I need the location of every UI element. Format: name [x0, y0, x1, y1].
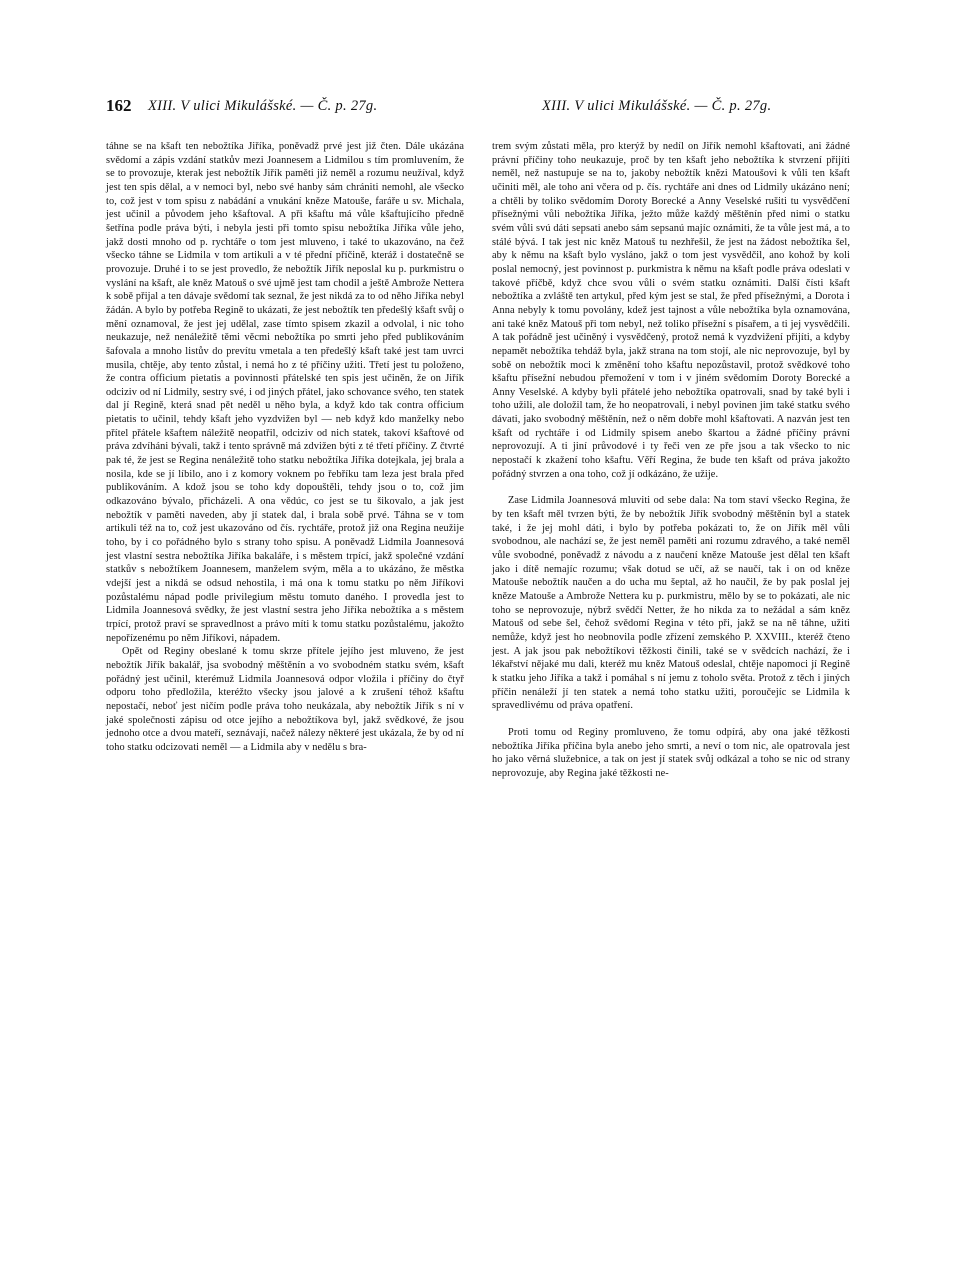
paragraph: Opět od Reginy obeslané k tomu skrze přítele jejího jest mluveno, že jest nebožtík Jiřík bakalář, jsa svobodný měštěnín a vo svobodném statku svém, kšaft pořádný jest učinil, kterémuž Lidmila Joannesová odpor vložila i příčiny do čtyř odporu toho předložila, kteréžto všecky jsou jalové a k zrušení téhož kšaftu nepostačí, neboť jest ničím podle práva toho neukázala, aby nebožtík Jiřík s ní v jaké společnosti zápisu od otce jejího a nebožtíkova byl, jakž svědkové, že jsou jednoho otce a dvou mateří, seznávají, načež nálezy některé jest ukázala, že by od ní toho statku odcizovati neměl — a Lidmila aby v nedělu s bra-: [106, 646, 464, 753]
right-column: [492, 140, 850, 781]
paragraph: trem svým zůstati měla, pro kterýž by nedíl on Jiřík nemohl kšaftovati, ani žádné právní příčiny toho neukazuje, proč by ten kšaft jeho nebožtíka k stvrzení přijíti neměl, než nastupuje se na to, jakoby nebožtík knězi Matoušovi k vůli ten kšaft učiniti měl, ale toho ani včera od p. čís. rychtáře ani dnes od Lidmily ukázáno není; a chtěli by toliko svědomím Doroty Borecké a Anny Veselské rušiti tu vysvědčení přísežnými vůli nebožtíka Jiříka, ježto může každý měštěnín před nimi o statku svém vůli svú dáti sepsati anebo sám sepsanú majíc oznámiti, že ta vůle jest má, a to stálé bývá. I tak jest nic kněz Matouš tu nezhřešil, že jest na žádost nebožtíka šel, aby k němu na kšaft bylo vysláno, jakž o tom jest vysvědčil, ano kohož by koli poslal nemocný, jest povinnost p. purkmistra k němu na kšaft podle práva odeslati v takové příčbě, když chce svou vůli o svém statku oznámiti. Další čísti kšaft nebožtíka a zvláště ten artykul, před kým jest se stal, že před přísežnými, a Dorota i Anna nebyly k tomu povolány, kdež jest tajnost a vůle nebožtíka byla oznamována, ani také kněz Matouš při tom nebyl, než toliko přísežní s písařem, a ti jej vysvědčili. A tak pořádně jest učiněný i vysvědčený, protož nemá k vyzdvižení přijíti, a kdyby nepamět nebožtíka tehdáž byla, jakž strana na tom stojí, ale nic neprovozuje, byl by sobě on nebožtík moci k změnění toho kšaftu nepozůstavil, protož svědkové toho kšaftu přísežní nebudou přemožení v tom i v jiném svědomím Doroty Borecké a Anny Veselské. A kdyby byli přátelé jeho nebožtíka opatrovali, snad by také byli i toho užili, ale doložil tam, že ho neopatrovali, i nebyl povinen jim také statku svého dávati, jako svobodný měštěnín, než o něm dobře mohl kšaftovati. A nazván jest ten kšaft od rychtáře i od Lidmily spisem anebo škartou a žádné příčiny právní neprovozují. A ti jiní průvodové i ty řeči ven ze pře jsou a tak všecko to nic nepostačí k zkažení toho kšaftu. Věří Regina, že bude ten kšaft od práva jakožto pořádný stvrzen a ona toho, což jí odkázáno, že užije.: [492, 141, 850, 480]
page-header: [0, 90, 960, 130]
paragraph: Zase Lidmila Joannesová mluviti od sebe dala: Na tom staví všecko Regina, že by ten kšaft měl tvrzen býti, že by nebožtík Jiřík svobodný měštěnín byl a statek také, i že jej mohl dáti, i bylo by potřeba pokázati to, že on Jiřík měl vůli svobodnou, ale nachází se, že jest neměl paměti ani rozumu zdravého, a také neměl vůle svobodné, poněvadž z návodu a z naučení kněze Matouše jest dělal ten kšaft jako i dítě nemajíc rozumu; však dotud se učí, až se naučí, tak i on od kněze Matouše nebožtík naučen a do ucha mu šeptal, až ho naučil, že by pak poslal jej kněze Matouše a Ambrože Nettera ku p. purkmistru, mělo by se to pokázati, ale nic toho se neprovozuje, nýbrž svědčí Netter, že ho nikda za to nežádal a sám kněz Matouš od sebe šel, čehož svědomí Regina v této při, jakž se na ně táhne, užiti nemůže, když jest ho neobnovila podle zřízení zemského P. XXVIII., kteréž čteno jest. A jak jsou pak nebožtíkovi těžkosti činili, také se v svědcích nachází, že i lékařství nějaké mu dali, kteréž mu kněz Matouš odeslal, chtěje napomoci jí Regině k statku jeho Jiříka a takž i pomáhal s ní jemu z toholo světa. Protož z těch i jiných příčin nenáleží jí ten statek a nemá toho statku užiti, poroučejíc se Lidmila k spravedlivému od práva opatření.: [492, 495, 850, 712]
paragraph: Proti tomu od Reginy promluveno, že tomu odpírá, aby ona jaké těžkosti nebožtíka Jiříka příčina byla anebo jeho smrti, a neví o tom nic, ale opatrovala jest ho jako věrná služebnice, a tak on jest jí statek svůj odkázal a toho se nic od strany neprovozuje, aby Regina jaké těžkosti ne-: [492, 726, 850, 779]
running-head-left: XIII. V ulici Mikulášské. — Č. p. 27g.: [148, 98, 378, 114]
running-head-right: XIII. V ulici Mikulášské. — Č. p. 27g.: [542, 98, 772, 114]
left-column: [106, 140, 464, 755]
paragraph: táhne se na kšaft ten nebožtíka Jiříka, poněvadž prvé jest již čten. Dále ukázána svědomí a zápis vzdání statkův mezi Joannesem a Lidmilou s tím promluvením, že se to provozuje, kterak jest nebožtík Jiřík paměti již neměl a rozumu neužíval, když jest ten spis dělal, a v nemoci byl, nebo své hanby sám chrániti nemohl, ale všecko to, což jest v tom spisu z nabádání a vnukání kněze Matouše, faráře u sv. Michala, jest učinil a původem jeho kšaftoval. A při kšaftu má vůle kšaftujícího předně šetřína podle práva býti, i nebyla jesti při tomto spisu nebožtíka Jiříka vůle jeho, jakž dosti mnoho od p. rychtáře o tom jest mluveno, i také to ukazováno, na čež všecko táhne se Lidmila v tom artikuli a v té přední příčině, kteráž i dostatečně se provozuje. Druhé i to se jest provedlo, že nebožtík Jiřík neposlal ku p. purkmistru o vyslání na kšaft, ale kněz Matouš o své ujmě jest tam chodil a ještě Ambrože Nettera k sobě přijal a ten dávaje svědomí tak seznal, že jest nikdá za to od něho Jiříka nebyl žádán. A bylo by potřeba Regině to ukázati, že jest nebožtík ten předešlý kšaft svůj o mění oznamoval, že jest jej udělal, zase tímto spisem zkazil a odvolal, i nic toho neukazuje, než nenáležitě těmi věcmi nebožtíka po smrti jeho před publikováním šafovala a mnoho listův do prevítu vmetala a ten předešlý kšaft také jest tam uvrci musila, chtěje, aby tento zůstal, i nemá ho z té příčiny užiti. Třetí jest tu položeno, že contra officium pietatis a povinnosti přátelské ten spis jest učiněn, že on Jiřík odciziv od ní Lidmily, sestry své, i od jiných přátel, jako schovance svého, ten statek dal jí Regině, která snad pět neděl u něho byla, a když kdo tak contra officium pietatis to učinil, tehdy kšaft jeho vyzdvižen byl — neb když kdo manželky nebo přítel přátele kšaftem náležitě neopatřil, odciziv od nich statek, takoví kšaftové od práva zdvíháni bývali, takž i tento správně má zdvižen býti z té třetí příčiny. Z čtvrté pak té, že jest se Regina nenáležitě toho statku nebožtíka Jiříka dotejkala, jej brala a nosila, kde se jí líbilo, ano i z komory voknem po řebříku tam leza jest brala před publikováním. A kdož jsou se toho kdy dopouštěli, tehdy jsou o to, což jim odkazováno bývalo, přicházeli. A ona vědúc, co jest se tu šikovalo, a jak jest nebožtík v paměti naveden, aby jí statek dal, i brala sobě prvé. Táhna se v tom artikuli též na to, což jest ukazováno od čís. rychtáře, protož již ona Regina neužije toho, by i co pořádného bylo s strany toho spisu. A poněvadž Lidmila Joannesová jest vlastní sestra nebožtíka Jiříka bakaláře, i s městem trpící, jakž společné vzdání statkův s nebožtíkem Joannesem, manželem svým, měla a to ukázáno, že městka vdejší jest a nikdá se odsud nehostila, i má ona k tomu statku po něm Jiříkovi pozůstalému nápad podle privilegium městu tomuto daného. I provedla jest to Lidmila Joannesová svědky, že jest vlastní sestra jeho Jiříka nebožtíka a s městem trpící, protož praví se spravedlnost a právo míti k tomu statku pozůstalému, jakožto nepořízenému po něm Jiříkovi, nápadem.: [106, 141, 464, 644]
page-number: 162: [106, 96, 132, 115]
